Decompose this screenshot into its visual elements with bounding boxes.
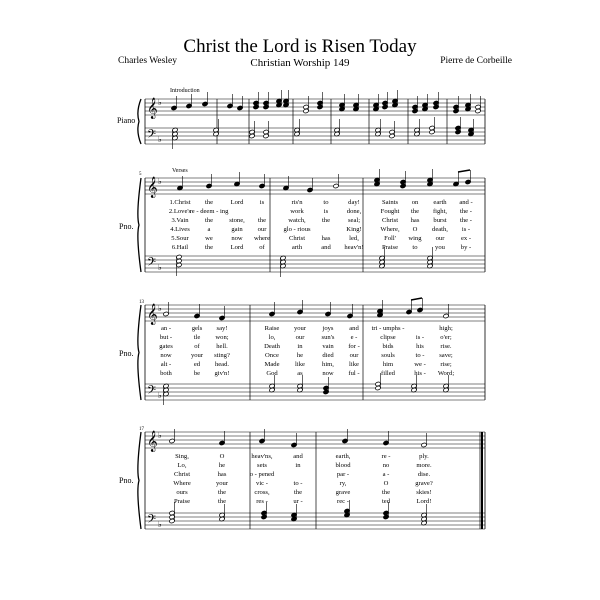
- treble-clef-icon: 𝄞: [147, 304, 158, 325]
- lyric-syllable: Lo,: [177, 461, 187, 469]
- lyric-syllable: the: [410, 207, 420, 215]
- section-marking: Introduction: [170, 88, 200, 94]
- lyric-syllable: ris'n: [291, 199, 303, 206]
- lyric-syllable: rise.: [440, 342, 452, 350]
- lyric-syllable: day!: [348, 199, 360, 206]
- lyric-syllable: our: [435, 234, 445, 242]
- lyric-syllable: by -: [460, 243, 472, 251]
- lyric-syllable: fight,: [432, 207, 448, 215]
- key-signature-flat-icon: ♭: [158, 177, 162, 186]
- bass-clef-icon: 𝄢: [147, 128, 157, 144]
- lyric-syllable: sun's: [321, 333, 335, 341]
- lyric-syllable: cross,: [254, 488, 270, 496]
- beam: [458, 170, 470, 172]
- lyric-syllable: the: [381, 488, 391, 496]
- lyric-syllable: glo - rious: [283, 225, 311, 233]
- lyric-syllable: be: [193, 369, 201, 377]
- lyric-syllable: Word;: [437, 369, 455, 377]
- lyric-syllable: our: [349, 351, 359, 359]
- lyric-syllable: Christ: [288, 234, 306, 242]
- lyric-syllable: in: [297, 342, 303, 350]
- lyric-syllable: the: [217, 497, 227, 505]
- lyric-syllable: sting?: [214, 351, 230, 359]
- lyric-syllable: stone,: [229, 216, 245, 224]
- lyric-syllable: O: [219, 453, 225, 460]
- instrument-label: Pno.: [119, 349, 134, 358]
- lyric-syllable: an -: [160, 325, 172, 332]
- lyric-syllable: his -: [414, 369, 426, 377]
- lyric-syllable: ry,: [339, 479, 347, 487]
- lyric-syllable: burst: [433, 216, 447, 224]
- lyric-syllable: Once: [265, 351, 279, 359]
- lyric-syllable: no: [382, 461, 390, 469]
- lyric-syllable: he: [218, 461, 226, 469]
- lyric-syllable: Fought: [380, 207, 400, 215]
- key-signature-flat-icon: ♭: [158, 135, 162, 144]
- lyric-syllable: the: [293, 488, 303, 496]
- lyric-syllable: heav'ns,: [251, 453, 273, 460]
- lyric-line: [0, 498, 600, 508]
- measure-number: 13: [139, 300, 144, 305]
- beam: [411, 298, 422, 300]
- lyric-syllable: God: [266, 369, 278, 377]
- lyric-syllable: gain: [231, 225, 243, 233]
- lyric-syllable: gates: [159, 342, 173, 350]
- lyric-syllable: Foll': [384, 234, 396, 242]
- lyric-syllable: to: [323, 199, 329, 206]
- lyric-syllable: 3.Vain: [171, 216, 189, 224]
- lyric-syllable: the -: [460, 216, 472, 224]
- arranger-credit: Pierre de Corbeille: [440, 56, 512, 66]
- lyric-syllable: and: [321, 243, 331, 251]
- lyric-syllable: ex -: [460, 234, 472, 242]
- lyric-syllable: vain: [322, 342, 334, 350]
- lyric-syllable: he: [296, 351, 304, 359]
- lyric-syllable: Lord: [230, 199, 244, 206]
- lyric-syllable: lo,: [268, 333, 276, 341]
- lyric-syllable: a: [207, 225, 211, 233]
- lyric-syllable: 6.Hail: [171, 243, 189, 251]
- treble-clef-icon: 𝄞: [147, 177, 158, 198]
- lyric-syllable: save;: [439, 351, 453, 359]
- lyric-syllable: ted: [381, 497, 391, 505]
- lyric-syllable: his: [416, 342, 424, 350]
- lyric-syllable: alt -: [160, 360, 172, 368]
- lyric-syllable: to -: [415, 351, 425, 359]
- lyric-syllable: is: [259, 199, 265, 206]
- lyric-syllable: blood: [335, 461, 351, 469]
- lyric-syllable: 1.Christ: [169, 199, 191, 206]
- key-signature-flat-icon: ♭: [158, 98, 162, 107]
- lyric-syllable: ful -: [348, 369, 360, 377]
- lyric-syllable: to -: [293, 479, 303, 487]
- lyric-syllable: Sing,: [175, 453, 189, 460]
- bass-clef-icon: 𝄢: [147, 256, 157, 272]
- lyric-syllable: your: [215, 479, 229, 487]
- lyric-syllable: skies!: [416, 488, 432, 496]
- section-marking: Verses: [172, 168, 188, 174]
- lyric-syllable: heav'n!: [344, 243, 364, 251]
- lyric-syllable: you: [435, 243, 445, 251]
- measure-number: 17: [139, 427, 144, 432]
- lyric-syllable: souls: [381, 351, 395, 359]
- lyric-syllable: died: [322, 351, 334, 359]
- lyric-syllable: e -: [350, 333, 358, 341]
- lyric-syllable: re -: [381, 453, 391, 460]
- instrument-label: Piano: [117, 116, 136, 125]
- lyric-syllable: but -: [159, 333, 173, 341]
- lyric-syllable: we: [205, 234, 213, 242]
- lyric-line: [0, 370, 600, 380]
- lyric-syllable: now: [322, 369, 334, 377]
- lyric-syllable: won;: [215, 333, 229, 341]
- lyric-syllable: for -: [348, 342, 360, 350]
- lyric-syllable: O: [412, 225, 418, 233]
- lyric-syllable: where: [253, 234, 271, 242]
- lyric-syllable: par -: [336, 470, 350, 478]
- lyric-syllable: the: [204, 216, 214, 224]
- lyric-syllable: is -: [461, 225, 471, 233]
- key-signature-flat-icon: ♭: [158, 431, 162, 440]
- lyric-syllable: and: [293, 453, 303, 460]
- lyric-syllable: has: [321, 234, 331, 242]
- lyric-syllable: clipse: [380, 333, 396, 341]
- lyric-syllable: ur -: [293, 497, 303, 505]
- page-subtitle: Christian Worship 149: [250, 57, 350, 69]
- lyric-syllable: more.: [416, 461, 432, 469]
- lyric-syllable: filled: [381, 369, 395, 377]
- key-signature-flat-icon: ♭: [158, 263, 162, 272]
- lyric-syllable: Death: [264, 342, 280, 350]
- lyric-syllable: in: [295, 461, 301, 469]
- lyric-syllable: ours: [176, 488, 188, 496]
- lyric-syllable: grave: [335, 488, 351, 496]
- lyric-syllable: has: [217, 470, 227, 478]
- treble-clef-icon: 𝄞: [147, 98, 158, 119]
- lyric-syllable: him: [382, 360, 394, 368]
- lyric-syllable: grave?: [415, 479, 433, 487]
- lyric-syllable: is -: [415, 333, 425, 341]
- lyric-syllable: res -: [256, 497, 268, 505]
- lyric-syllable: a -: [382, 470, 390, 478]
- lyric-syllable: bids: [382, 342, 394, 350]
- lyric-syllable: say!: [216, 325, 228, 332]
- lyric-syllable: earth: [433, 199, 447, 206]
- lyric-syllable: death,: [432, 225, 448, 233]
- lyric-syllable: Made: [264, 360, 280, 368]
- lyric-syllable: led,: [349, 234, 359, 242]
- lyric-syllable: high;: [439, 325, 453, 332]
- lyric-syllable: our: [295, 333, 305, 341]
- lyric-syllable: vic -: [256, 479, 268, 487]
- lyric-syllable: your: [190, 351, 204, 359]
- lyric-line: [0, 244, 600, 254]
- lyric-syllable: Christ: [381, 216, 399, 224]
- piano-brace: [138, 99, 141, 144]
- lyric-syllable: 5.Sour: [171, 234, 189, 242]
- lyric-syllable: dise.: [417, 470, 431, 478]
- lyric-syllable: earth,: [335, 453, 351, 460]
- bass-clef-icon: 𝄢: [147, 384, 157, 400]
- lyric-syllable: of: [259, 243, 265, 251]
- lyric-syllable: Praise: [381, 243, 399, 251]
- lyric-syllable: gels: [191, 325, 203, 332]
- key-signature-flat-icon: ♭: [158, 520, 162, 529]
- lyric-syllable: King!: [346, 225, 362, 233]
- lyric-syllable: and -: [459, 199, 473, 206]
- lyric-syllable: Saints: [381, 199, 399, 206]
- key-signature-flat-icon: ♭: [158, 304, 162, 313]
- composer-credit: Charles Wesley: [118, 56, 177, 66]
- lyric-syllable: like: [295, 360, 305, 368]
- lyric-syllable: the: [217, 488, 227, 496]
- lyric-syllable: re - deem - ing: [189, 207, 229, 215]
- lyric-syllable: both: [160, 369, 172, 377]
- lyric-syllable: Where: [173, 479, 191, 487]
- lyric-syllable: the: [204, 199, 214, 206]
- lyric-syllable: Lord!: [416, 497, 432, 505]
- lyric-syllable: ed: [193, 360, 201, 368]
- lyric-syllable: and: [349, 325, 359, 332]
- lyric-syllable: your: [293, 325, 307, 332]
- lyric-syllable: ply.: [419, 453, 429, 460]
- lyric-syllable: now: [160, 351, 172, 359]
- lyric-syllable: seal;: [347, 216, 361, 224]
- lyric-syllable: head.: [214, 360, 230, 368]
- lyric-syllable: the: [257, 216, 267, 224]
- instrument-label: Pno.: [119, 222, 134, 231]
- lyric-syllable: Christ: [173, 470, 191, 478]
- lyric-syllable: joys: [322, 325, 334, 332]
- page-title: Christ the Lord is Risen Today: [183, 36, 417, 57]
- lyric-syllable: tri - umphs -: [371, 325, 405, 332]
- lyric-syllable: the: [321, 216, 331, 224]
- lyric-syllable: giv'n!: [214, 369, 230, 377]
- lyric-syllable: now: [231, 234, 243, 242]
- treble-clef-icon: 𝄞: [147, 431, 158, 452]
- lyric-syllable: wing: [408, 234, 422, 242]
- lyric-syllable: the: [204, 243, 214, 251]
- lyric-syllable: Where,: [380, 225, 400, 233]
- lyric-syllable: Lord: [230, 243, 244, 251]
- lyric-syllable: is: [323, 207, 329, 215]
- lyric-syllable: rise;: [440, 360, 452, 368]
- lyric-syllable: has: [410, 216, 420, 224]
- lyric-syllable: as: [297, 369, 303, 377]
- lyric-syllable: of: [194, 342, 200, 350]
- bass-clef-icon: 𝄢: [147, 513, 157, 529]
- lyric-syllable: hell.: [216, 342, 228, 350]
- lyric-syllable: 2.Love's: [168, 207, 192, 215]
- lyric-syllable: him,: [322, 360, 334, 368]
- lyric-syllable: to: [412, 243, 418, 251]
- lyric-syllable: Praise: [173, 497, 191, 505]
- lyric-syllable: arth: [291, 243, 303, 251]
- lyric-syllable: o - pened: [249, 470, 275, 478]
- lyric-syllable: 4.Lives: [170, 225, 190, 233]
- lyric-syllable: sets: [257, 461, 267, 469]
- key-signature-flat-icon: ♭: [158, 391, 162, 400]
- lyric-syllable: tle: [193, 333, 201, 341]
- lyric-syllable: Raise: [264, 325, 280, 332]
- lyric-syllable: done,: [346, 207, 362, 215]
- instrument-label: Pno.: [119, 476, 134, 485]
- lyric-syllable: watch,: [288, 216, 306, 224]
- lyric-syllable: we -: [414, 360, 426, 368]
- measure-number: 5: [139, 172, 142, 177]
- lyric-syllable: o'er;: [440, 333, 452, 341]
- lyric-syllable: like: [349, 360, 359, 368]
- lyric-syllable: work: [290, 207, 304, 215]
- lyric-syllable: rec -: [337, 497, 349, 505]
- lyric-syllable: on: [411, 199, 419, 206]
- lyric-syllable: the -: [460, 207, 472, 215]
- lyric-syllable: our: [257, 225, 267, 233]
- lyric-syllable: O: [383, 479, 389, 487]
